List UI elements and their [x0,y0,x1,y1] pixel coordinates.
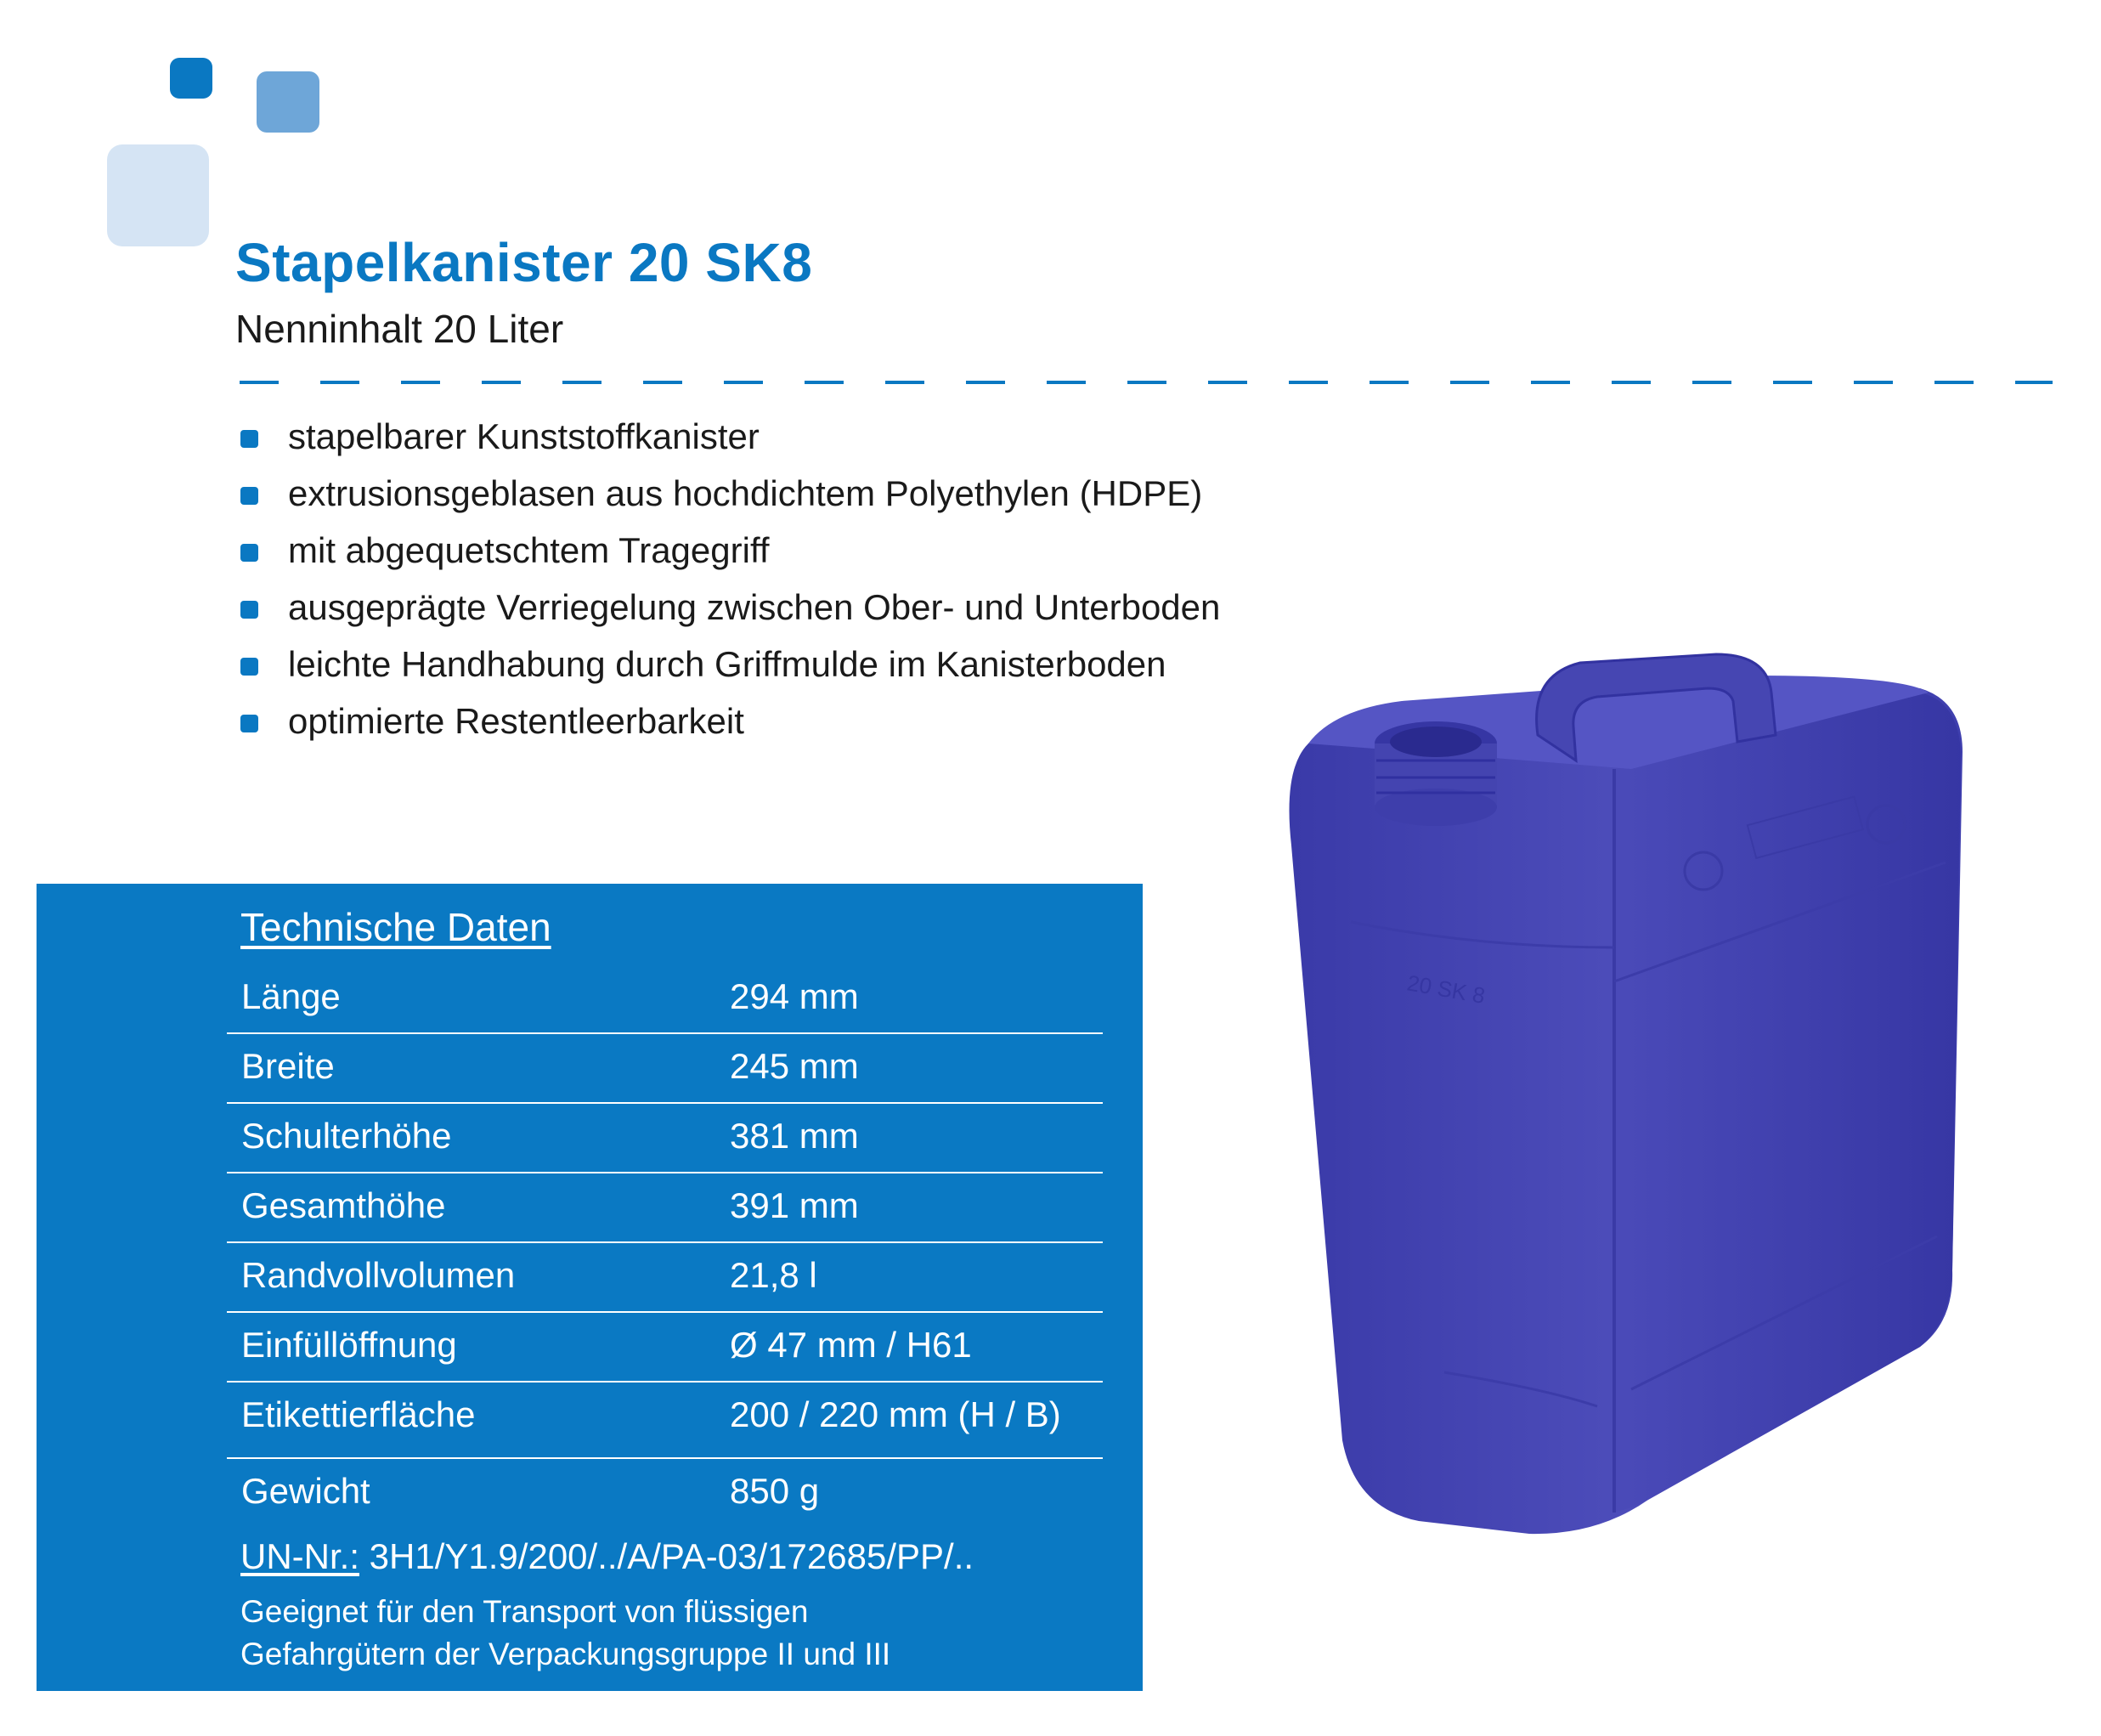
spec-table [227,964,1103,1527]
bullet-square-icon [240,715,258,732]
spec-value: 294 mm [730,976,859,1016]
spec-label: Gewicht [241,1471,370,1511]
product-subtitle: Nenninhalt 20 Liter [235,307,564,351]
feature-text: leichte Handhabung durch Griffmulde im Kanisterboden [288,644,1166,684]
spec-label: Etikettierfläche [241,1394,476,1434]
spec-row [227,1173,1103,1243]
spec-value: 381 mm [730,1116,859,1156]
product-title: Stapelkanister 20 SK8 [235,232,813,293]
logo-square-light [107,144,209,246]
spec-value: 21,8 l [730,1255,817,1295]
spec-row [227,1459,1103,1527]
spec-label: Schulterhöhe [241,1116,452,1156]
spec-value: Ø 47 mm / H61 [730,1325,972,1365]
spec-row [227,1243,1103,1313]
bullet-square-icon [240,544,258,562]
spec-label: Gesamthöhe [241,1185,446,1225]
technical-data-panel [37,884,1143,1691]
feature-text: mit abgequetschtem Tragegriff [288,530,770,570]
feature-text: optimierte Restentleerbarkeit [288,701,744,741]
canister-spout-base [1375,789,1497,826]
canister-product-image [1274,642,1980,1542]
transport-note-line: Gefahrgütern der Verpackungsgruppe II und III [240,1637,891,1671]
logo-square-medium [257,71,319,133]
bullet-square-icon [240,487,258,505]
bullet-square-icon [240,601,258,619]
feature-text: stapelbarer Kunststoffkanister [288,416,760,456]
feature-text: ausgeprägte Verriegelung zwischen Ober- und Unterboden [288,587,1221,627]
logo-square-dark [170,58,212,99]
bullet-square-icon [240,430,258,448]
transport-note [240,1591,890,1676]
un-number [240,1536,974,1577]
spec-label: Breite [241,1046,335,1086]
spec-row [227,964,1103,1034]
spec-row [227,1383,1103,1459]
spec-label: Länge [241,976,341,1016]
un-number-label: UN-Nr.: [240,1536,359,1576]
un-number-value: 3H1/Y1.9/200/../A/PA-03/172685/PP/.. [369,1536,974,1576]
canister-side [1614,693,1961,1513]
spec-label: Einfüllöffnung [241,1325,457,1365]
spec-row [227,1034,1103,1104]
spec-row [227,1104,1103,1173]
spec-value: 391 mm [730,1185,859,1225]
dashed-divider [240,381,2053,384]
spec-label: Randvollvolumen [241,1255,516,1295]
feature-text: extrusionsgeblasen aus hochdichtem Polyethylen (HDPE) [288,473,1203,513]
canister-spout-opening [1390,727,1482,757]
transport-note-line: Geeignet für den Transport von flüssigen [240,1594,809,1629]
spec-value: 850 g [730,1471,820,1511]
technical-data-title: Technische Daten [240,905,551,949]
bullet-square-icon [240,658,258,676]
canister-embossed-label: 20 SK 8 [1404,970,1488,1009]
spec-value: 245 mm [730,1046,859,1086]
spec-row [227,1313,1103,1383]
spec-value: 200 / 220 mm (H / B) [730,1394,1061,1434]
